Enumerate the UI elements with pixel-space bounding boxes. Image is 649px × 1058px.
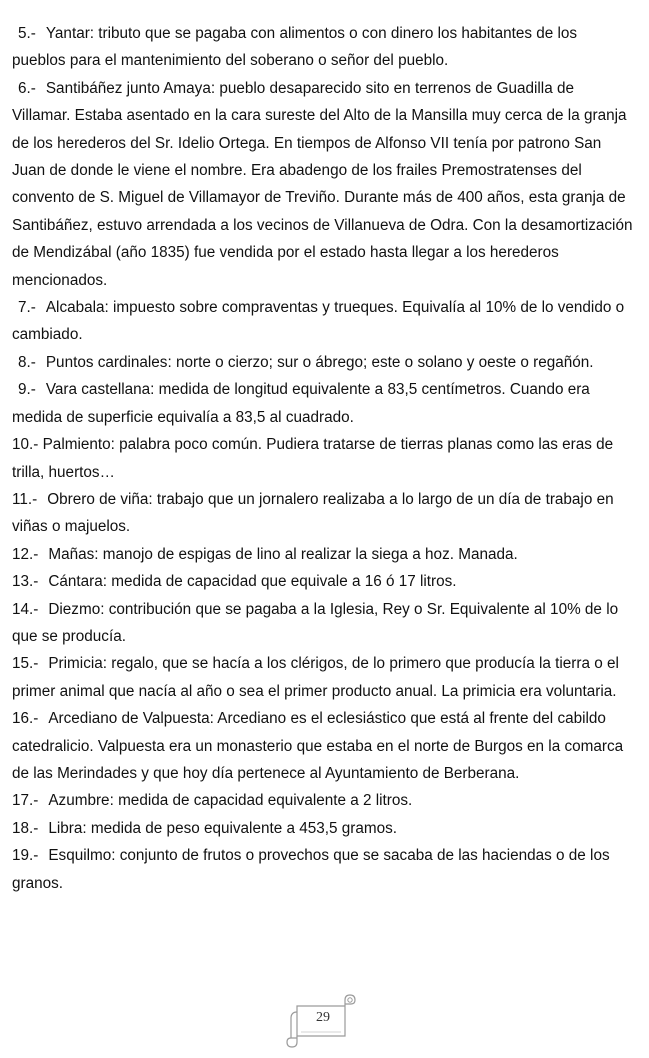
note-17 (12, 787, 634, 814)
note-text: Arcediano de Valpuesta: Arcediano es el eclesiástico que está al frente del cabildo catedralicio. Valpuesta era un monasterio que estaba en el norte de Burgos en la comarca de las Merindades y que hoy día pertenece al Ayuntamiento de Berberana. (12, 710, 624, 782)
note-text: Esquilmo: conjunto de frutos o provechos que se sacaba de las haciendas o de los granos. (12, 847, 610, 892)
note-text: Palmiento: palabra poco común. Pudiera tratarse de tierras planas como las eras de trilla, huertos… (12, 436, 614, 481)
note-number: 5.- (18, 25, 36, 42)
note-number: 10.- (12, 436, 39, 454)
note-text: Yantar: tributo que se pagaba con alimentos o con dinero los habitantes de los pueblos para el mantenimiento del soberano o señor del pueblo. (12, 25, 578, 70)
note-16 (12, 705, 634, 787)
note-8 (12, 349, 634, 376)
note-number: 14.- (12, 600, 39, 618)
note-text: Primicia: regalo, que se hacía a los clérigos, de lo primero que producía la tierra o el primer animal que nacía al año o sea el primer producto anual. La primicia era voluntaria. (12, 655, 619, 700)
note-19 (12, 842, 634, 897)
note-number: 12.- (12, 545, 39, 563)
note-number: 8.- (18, 353, 36, 371)
note-text: Santibáñez junto Amaya: pueblo desaparecido sito en terrenos de Guadilla de Villamar. Estaba asentado en la cara sureste del Alto de la Mansilla muy cerca de la granja de los herederos del Sr. Idelio Ortega. En tiempos de Alfonso VII tenía por patrono San Juan de donde le viene el nombre. Era abadengo de los frailes Premostratenses del convento de S. Miguel de Villamayor de Treviño. Durante más de 400 años, esta granja de Santibáñez, estuvo arrendada a los vecinos de Villanueva de Odra. Con la desamortización de Mendizábal (año 1835) fue vendida por el estado hasta llegar a los herederos mencionados. (12, 79, 633, 289)
note-9 (12, 376, 634, 431)
note-11 (12, 486, 634, 541)
note-text: Libra: medida de peso equivalente a 453,5 gramos. (48, 819, 398, 837)
glossary-notes-list (12, 20, 634, 897)
page-number: 29 (316, 1010, 330, 1025)
note-number: 17.- (12, 792, 39, 810)
note-text: Alcabala: impuesto sobre compraventas y trueques. Equivalía al 10% de lo vendido o cambiado. (12, 299, 625, 344)
note-number: 19.- (12, 847, 39, 865)
note-text: Puntos cardinales: norte o cierzo; sur o ábrego; este o solano y oeste o regañón. (45, 353, 594, 371)
note-10 (12, 431, 634, 486)
page-number-scroll (283, 992, 359, 1048)
note-15 (12, 650, 634, 705)
note-number: 9.- (18, 381, 36, 399)
note-5 (12, 20, 634, 75)
note-18 (12, 815, 634, 842)
note-number: 15.- (12, 655, 39, 673)
note-13 (12, 568, 634, 595)
note-number: 7.- (18, 299, 36, 317)
note-12 (12, 541, 634, 568)
note-text: Diezmo: contribución que se pagaba a la Iglesia, Rey o Sr. Equivalente al 10% de lo que se producía. (12, 600, 619, 645)
note-text: Cántara: medida de capacidad que equivale a 16 ó 17 litros. (48, 573, 457, 591)
note-6 (12, 75, 634, 294)
document-page (12, 20, 634, 897)
note-7 (12, 294, 634, 349)
note-text: Azumbre: medida de capacidad equivalente a 2 litros. (48, 792, 413, 810)
note-number: 13.- (12, 573, 39, 591)
note-number: 16.- (12, 710, 39, 728)
note-text: Obrero de viña: trabajo que un jornalero realizaba a lo largo de un día de trabajo en viñas o majuelos. (12, 490, 614, 536)
note-text: Mañas: manojo de espigas de lino al realizar la siega a hoz. Manada. (48, 545, 518, 563)
note-number: 11.- (12, 490, 38, 508)
note-number: 6.- (18, 79, 36, 97)
note-number: 18.- (12, 819, 39, 837)
note-14 (12, 596, 634, 651)
note-text: Vara castellana: medida de longitud equivalente a 83,5 centímetros. Cuando era medida de superficie equivalía a 83,5 al cuadrado. (12, 381, 590, 426)
